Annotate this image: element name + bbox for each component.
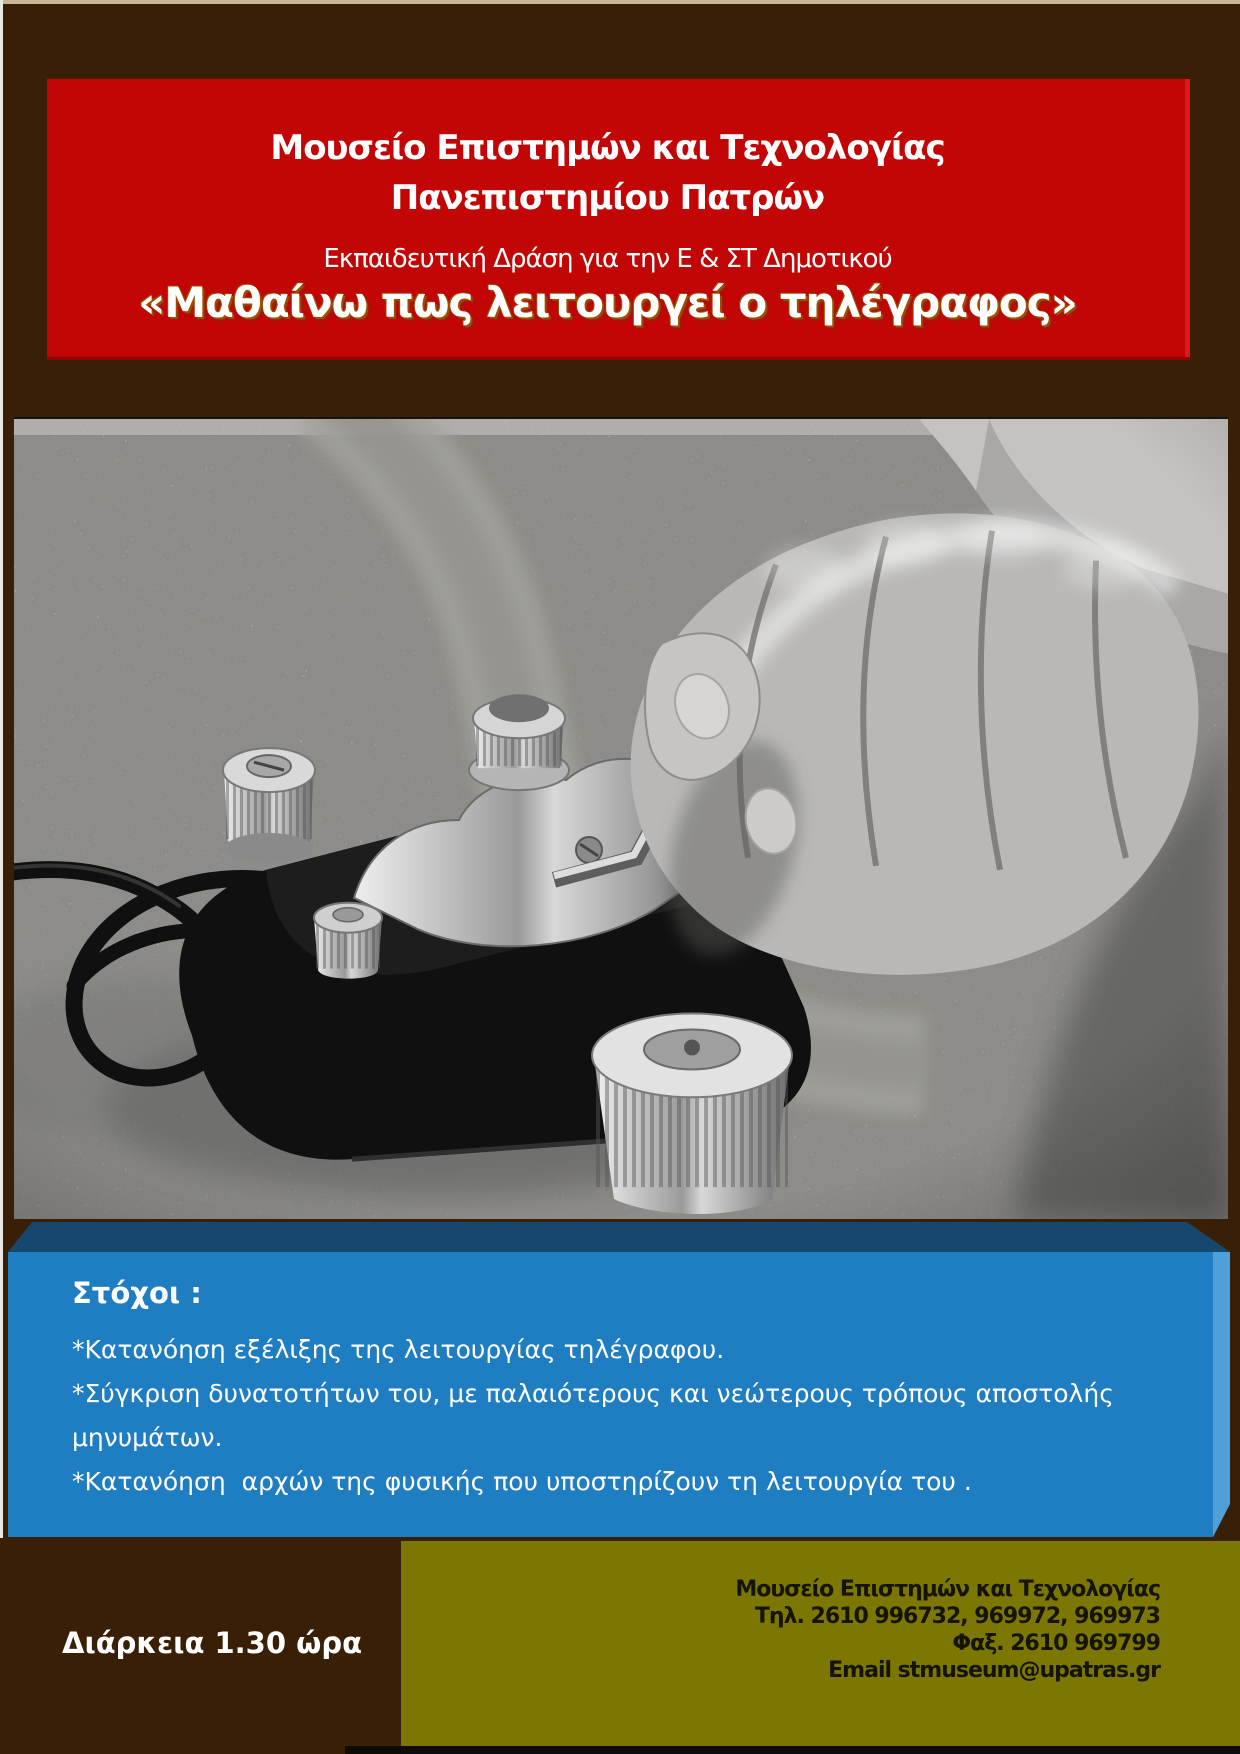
duration-label: Διάρκεια 1.30 ώρα [62,1626,363,1660]
activity-title: «Μαθαίνω πως λειτουργεί ο τηλέγραφος» [138,278,1077,327]
goals-heading: Στόχοι : [72,1276,202,1310]
goals-box-top-face [8,1222,1230,1252]
museum-title-line2: Πανεπιστημίου Πατρών [390,178,825,218]
telegraph-photo-illustration [14,419,1228,1219]
contact-phone: Τηλ. 2610 996732, 969972, 969973 [754,1604,1160,1629]
banner-bottom-accent [47,357,1190,360]
contact-block [735,1576,1160,1684]
goal-item: *Κατανόηση εξέλιξης της λειτουργίας τηλέγραφου. [72,1334,725,1364]
goals-box-side-face [1213,1252,1230,1537]
footer-contact-panel [401,1541,1240,1754]
contact-email: Email stmuseum@upatras.gr [828,1658,1160,1683]
goals-section [72,1278,1130,1504]
left-edge-strip [0,0,3,1538]
goal-item: *Σύγκριση δυνατοτήτων του, με παλαιότερους και νεώτερους τρόπους αποστολής μηνυμάτων. [72,1378,1122,1452]
goal-item: *Κατανόηση αρχών της φυσικής που υποστηρίζουν τη λειτουργία του . [72,1466,972,1496]
header-banner [47,79,1190,360]
top-edge-strip [0,0,1240,4]
contact-fax: Φαξ. 2610 969799 [952,1631,1160,1656]
telegraph-key-photo [14,417,1228,1219]
contact-name: Μουσείο Επιστημών και Τεχνολογίας [735,1577,1160,1602]
bottom-black-strip [345,1746,1240,1754]
header-subtitle: Εκπαιδευτική Δράση για την Ε & ΣΤ Δημοτικού [323,244,892,274]
museum-title-line1: Μουσείο Επιστημών και Τεχνολογίας [270,128,945,168]
goals-list [72,1328,1130,1504]
